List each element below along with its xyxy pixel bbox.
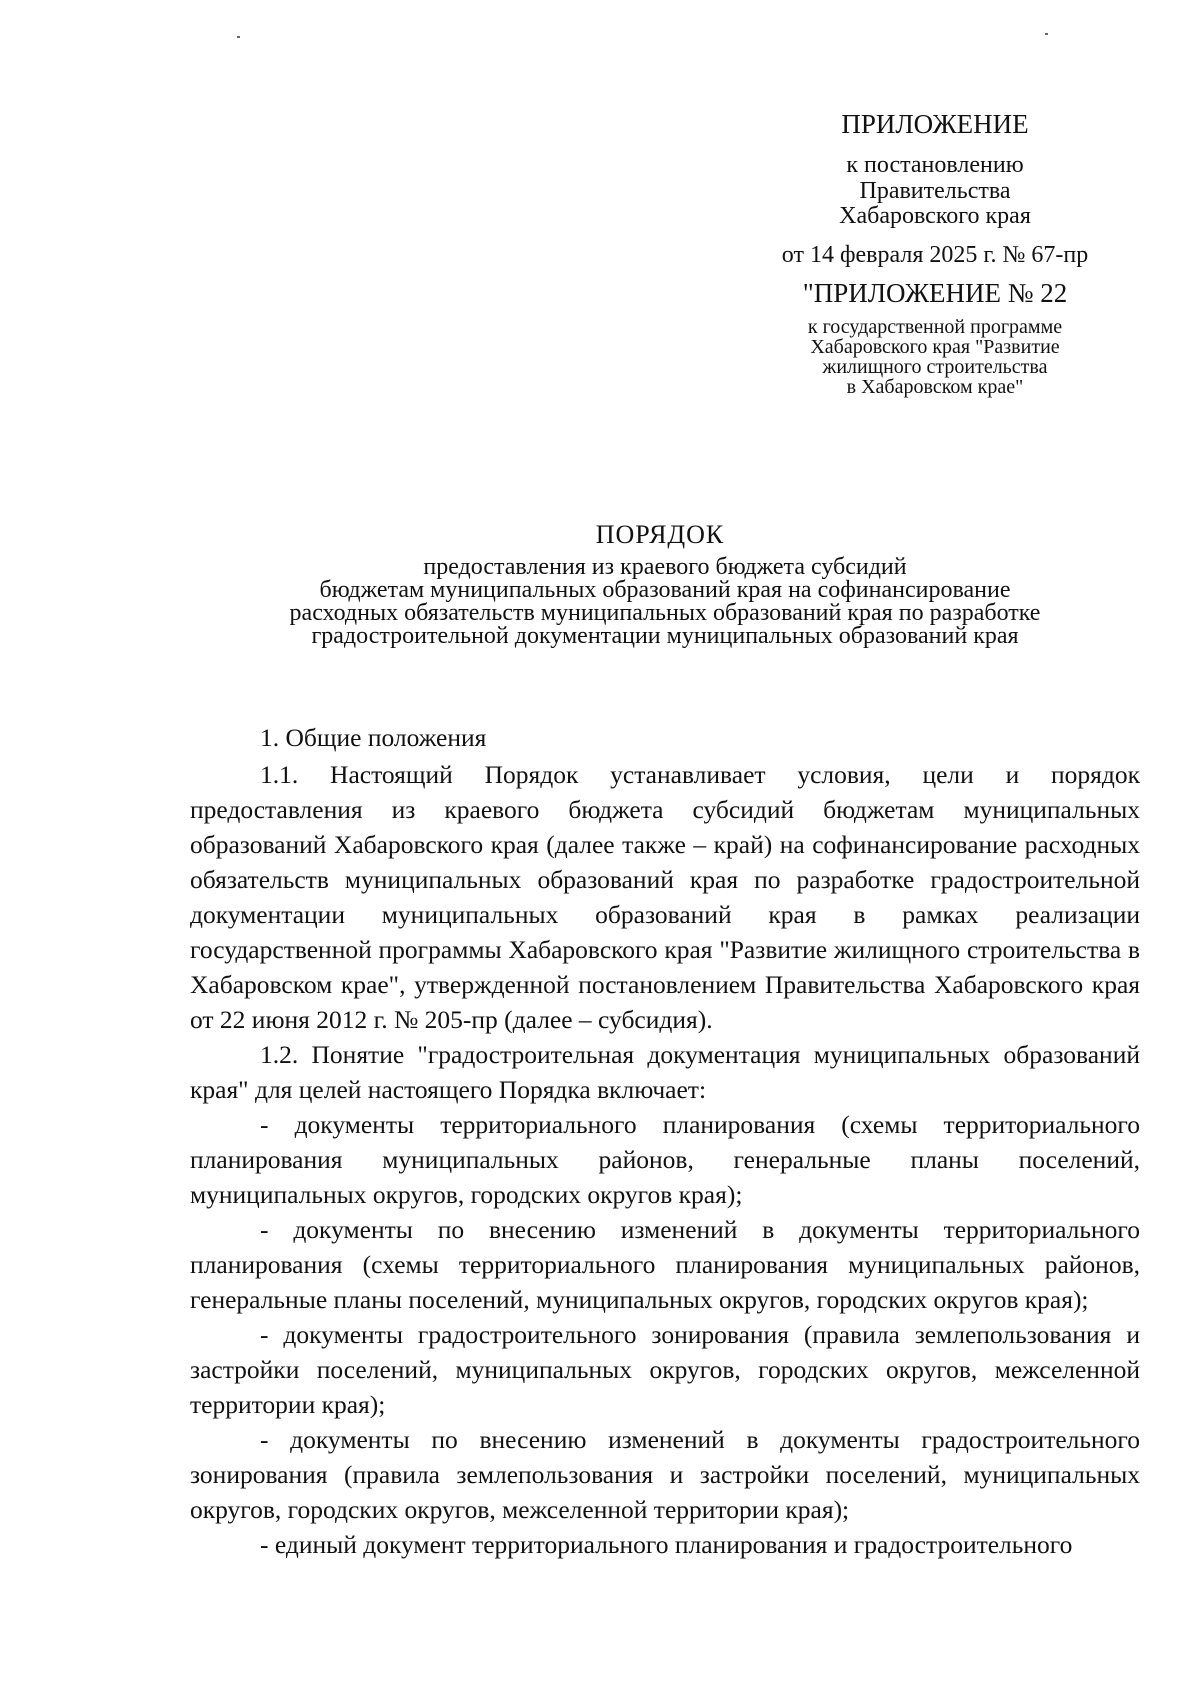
appendix-header xyxy=(740,110,1130,268)
list-item: - документы территориального планирования (схемы территориального планирования муниципальных районов, генеральные планы поселений, муниципальных округов, городских округов края); xyxy=(190,1110,1140,1209)
appendix-to-line: к постановлению xyxy=(846,152,1024,179)
subtitle-line: бюджетам муниципальных образований края на софинансирование xyxy=(319,577,1011,603)
section-heading: 1. Общие положения xyxy=(260,723,487,752)
scan-speck xyxy=(237,36,240,38)
appendix-to-line: Правительства xyxy=(859,177,1011,204)
document-subtitle xyxy=(205,556,1125,648)
list-item: - документы градостроительного зонирования (правила землепользования и застройки поселений, муниципальных округов, городских округов, межселенной территории края); xyxy=(190,1320,1140,1419)
list-item: - единый документ территориального планирования и градостроительного xyxy=(260,1530,1073,1559)
program-appendix-title: "ПРИЛОЖЕНИЕ № 22 xyxy=(802,278,1068,308)
document-title: ПОРЯДОК xyxy=(595,520,725,549)
list-item: - документы по внесению изменений в документы градостроительного зонирования (правила землепользования и застройки поселений, муниципальных округов, городских округов, межселенной территории края); xyxy=(190,1425,1140,1524)
scan-speck xyxy=(1045,33,1048,35)
program-appendix-line: жилищного строительства xyxy=(822,355,1048,378)
subtitle-line: предоставления из краевого бюджета субсидий xyxy=(423,554,907,580)
paragraph-1-1: 1.1. Настоящий Порядок устанавливает условия, цели и порядок предоставления из краевого бюджета субсидий бюджетам муниципальных образований Хабаровского края (далее также – край) на софинансирование расходных обязательств муниципальных образований края по разработке градостроительной документации муниципальных образований края в рамках реализации государственной программы Хабаровского края "Развитие жилищного строительства в Хабаровском крае", утвержденной постановлением Правительства Хабаровского края от 22 июня 2012 г. № 205-пр (далее – субсидия). xyxy=(190,760,1140,1034)
appendix-to-line: Хабаровского края xyxy=(839,202,1031,229)
program-appendix-line: Хабаровского края "Развитие xyxy=(810,335,1060,358)
program-appendix-header xyxy=(765,279,1105,397)
program-appendix-line: в Хабаровском крае" xyxy=(846,375,1024,398)
appendix-date: от 14 февраля 2025 г. № 67-пр xyxy=(781,241,1089,268)
appendix-title: ПРИЛОЖЕНИЕ xyxy=(841,109,1029,139)
paragraph-1-2: 1.2. Понятие "градостроительная документация муниципальных образований края" для целей настоящего Порядка включает: xyxy=(190,1040,1140,1104)
list-item: - документы по внесению изменений в документы территориального планирования (схемы территориального планирования муниципальных районов, генеральные планы поселений, муниципальных округов, городских округов края); xyxy=(190,1215,1140,1314)
subtitle-line: расходных обязательств муниципальных образований края по разработке xyxy=(289,600,1041,626)
document-body xyxy=(190,720,1140,1562)
program-appendix-line: к государственной программе xyxy=(807,315,1063,338)
subtitle-line: градостроительной документации муниципальных образований края xyxy=(311,623,1019,649)
